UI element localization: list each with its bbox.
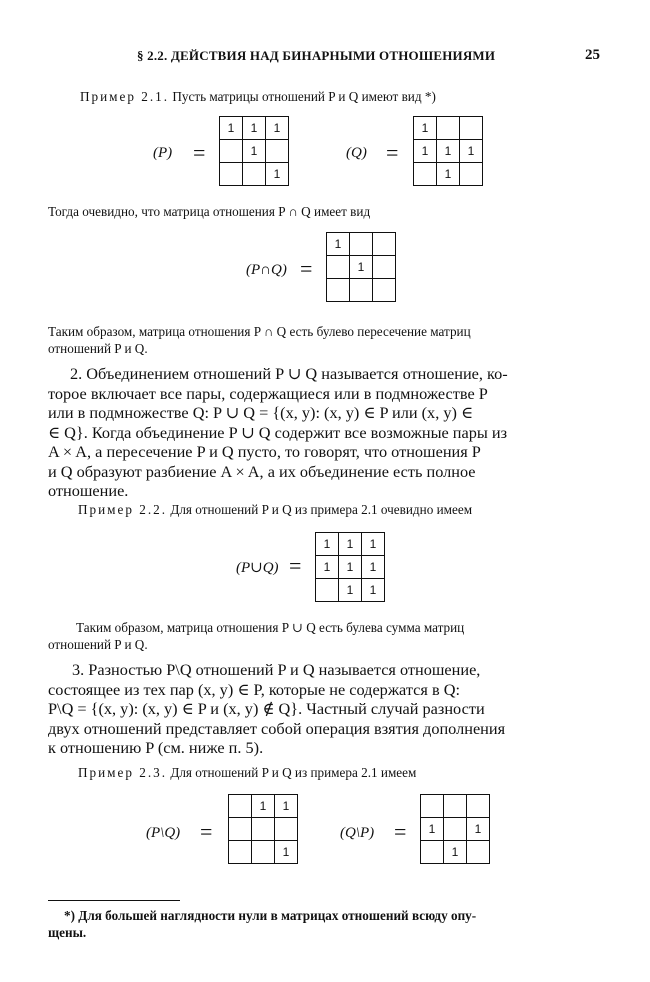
example-text: Для отношений P и Q из примера 2.1 имеем <box>167 765 417 780</box>
matrix-cell: 1 <box>339 533 362 556</box>
matrix-cell <box>327 256 350 279</box>
running-header <box>0 48 650 68</box>
text-line: Таким образом, матрица отношения P ∩ Q есть булево пересечение матриц <box>48 324 471 339</box>
example-heading: Пример 2.1. <box>80 89 170 104</box>
example-heading: Пример 2.3. <box>78 765 168 780</box>
matrix-cell <box>220 163 243 186</box>
matrix-label-p-and-q: (P∩Q) <box>246 262 287 278</box>
matrix-cell: 1 <box>460 140 483 163</box>
matrix-row <box>220 140 289 163</box>
example-2-1-conclusion <box>48 323 598 357</box>
example-text: Для отношений P и Q из примера 2.1 очевидно имеем <box>167 502 473 517</box>
matrix-cell <box>460 163 483 186</box>
matrix-cell <box>252 818 275 841</box>
matrix-cell: 1 <box>316 533 339 556</box>
matrix-cell: 1 <box>327 233 350 256</box>
matrix-row <box>316 533 385 556</box>
matrix-cell: 1 <box>252 795 275 818</box>
matrix-cell: 1 <box>362 533 385 556</box>
matrix-row <box>421 818 490 841</box>
matrix-cell: 1 <box>414 117 437 140</box>
matrix-cell <box>460 117 483 140</box>
text-line: A × A, а пересечение P и Q пусто, то говорят, что отношения P <box>48 442 481 461</box>
matrix-cell: 1 <box>220 117 243 140</box>
matrix-cell <box>467 795 490 818</box>
text-line: ∈ Q}. Когда объединение P ∪ Q содержит все возможные пары из <box>48 422 508 442</box>
text-line: 3. Разностью P\Q отношений P и Q называется отношение, <box>72 660 481 679</box>
section-title: § 2.2. ДЕЙСТВИЯ НАД БИНАРНЫМИ ОТНОШЕНИЯМИ <box>137 48 496 63</box>
matrix-cell <box>421 795 444 818</box>
footnote <box>48 907 598 941</box>
equals-sign: = <box>289 553 302 578</box>
matrix-row <box>316 556 385 579</box>
footnote-rule <box>48 900 180 901</box>
matrix-p-and-q <box>326 232 396 302</box>
matrix-cell <box>229 841 252 864</box>
text-line: торое включает все пары, содержащиеся или в подмножестве P <box>48 383 488 403</box>
matrix-cell <box>229 795 252 818</box>
matrix-label-q: (Q) <box>346 145 367 161</box>
equals-sign: = <box>394 819 407 844</box>
text-line: отношений P и Q. <box>48 341 148 356</box>
text-line: отношений P и Q. <box>48 637 148 652</box>
matrix-cell <box>243 163 266 186</box>
matrix-cell <box>266 140 289 163</box>
matrix-cell <box>350 233 373 256</box>
equals-sign: = <box>386 140 399 165</box>
matrix-q-minus-p <box>420 794 490 864</box>
matrix-row <box>414 163 483 186</box>
matrix-q <box>413 116 483 186</box>
matrix-row <box>229 795 298 818</box>
matrix-label-q-minus-p: (Q\P) <box>340 825 375 841</box>
matrix-row <box>421 841 490 864</box>
matrix-row <box>220 117 289 140</box>
matrix-cell <box>444 795 467 818</box>
text-line: и Q образуют разбиение A × A, а их объединение есть полное <box>48 461 476 481</box>
matrix-cell: 1 <box>266 117 289 140</box>
matrix-label-p-minus-q: (P\Q) <box>146 825 181 841</box>
matrix-cell <box>252 841 275 864</box>
text-line: отношение. <box>48 481 129 500</box>
text-line: P\Q = {(x, y): (x, y) ∈ P и (x, y) ∉ Q}. Частный случай разности <box>48 699 485 718</box>
matrix-cell <box>414 163 437 186</box>
matrix-row <box>421 795 490 818</box>
equals-sign: = <box>300 256 313 281</box>
matrix-cell <box>373 279 396 302</box>
equals-sign: = <box>200 819 213 844</box>
page-number: 25 <box>585 47 600 63</box>
matrix-cell: 1 <box>437 140 460 163</box>
matrix-cell <box>229 818 252 841</box>
matrix-cell: 1 <box>362 556 385 579</box>
text-line: 2. Объединением отношений P ∪ Q называется отношение, ко- <box>70 364 508 383</box>
matrix-cell <box>327 279 350 302</box>
matrix-cell <box>316 579 339 602</box>
text-line: Таким образом, матрица отношения P ∪ Q есть булева сумма матриц <box>76 620 465 635</box>
matrix-cell <box>373 256 396 279</box>
matrix-cell: 1 <box>414 140 437 163</box>
text-line: к отношению P (см. ниже п. 5). <box>48 738 264 757</box>
matrix-label-p: (P) <box>153 145 173 161</box>
then-text: Тогда очевидно, что матрица отношения P ∩ Q имеет вид <box>48 204 371 219</box>
matrix-row <box>220 163 289 186</box>
text-line: или в подмножестве Q: P ∪ Q = {(x, y): (x, y) ∈ P или (x, y) ∈ <box>48 403 474 422</box>
matrix-cell: 1 <box>275 795 298 818</box>
matrix-cell: 1 <box>316 556 339 579</box>
matrix-cell: 1 <box>339 579 362 602</box>
matrix-cell <box>437 117 460 140</box>
matrix-cell: 1 <box>275 841 298 864</box>
matrix-cell: 1 <box>350 256 373 279</box>
matrix-cell <box>373 233 396 256</box>
matrix-cell: 1 <box>243 140 266 163</box>
text-line: состоящее из тех пар (x, y) ∈ P, которые не содержатся в Q: <box>48 679 461 699</box>
example-heading: Пример 2.2. <box>78 502 168 517</box>
example-2-2-conclusion <box>48 619 600 653</box>
equals-sign: = <box>193 140 206 165</box>
example-text: Пусть матрицы отношений P и Q имеют вид *) <box>169 89 436 104</box>
matrix-cell <box>444 818 467 841</box>
matrix-cell: 1 <box>437 163 460 186</box>
matrix-row <box>327 279 396 302</box>
matrix-row <box>414 140 483 163</box>
example-2-3-intro <box>78 764 416 781</box>
matrix-cell: 1 <box>362 579 385 602</box>
matrix-row <box>414 117 483 140</box>
matrix-row <box>229 818 298 841</box>
matrix-row <box>327 256 396 279</box>
text-line: двух отношений представляет собой операция взятия дополнения <box>48 718 506 738</box>
item-3-difference <box>48 660 600 758</box>
example-2-1-intro <box>80 88 436 105</box>
matrix-p-or-q <box>315 532 385 602</box>
matrix-cell: 1 <box>243 117 266 140</box>
matrix-row <box>316 579 385 602</box>
matrix-cell: 1 <box>444 841 467 864</box>
matrix-row <box>229 841 298 864</box>
matrix-cell <box>350 279 373 302</box>
matrix-cell: 1 <box>467 818 490 841</box>
matrix-cell <box>275 818 298 841</box>
matrix-cell: 1 <box>339 556 362 579</box>
matrix-row <box>327 233 396 256</box>
matrix-cell: 1 <box>266 163 289 186</box>
text-line: щены. <box>48 925 87 940</box>
matrix-cell <box>220 140 243 163</box>
example-2-2-intro <box>78 501 472 518</box>
matrix-p-minus-q <box>228 794 298 864</box>
matrix-label-p-or-q: (P∪Q) <box>236 560 279 576</box>
item-2-union <box>48 364 600 501</box>
text-line: *) Для большей наглядности нули в матрицах отношений всюду опу- <box>64 908 477 923</box>
matrix-cell <box>421 841 444 864</box>
matrix-cell <box>467 841 490 864</box>
matrix-p <box>219 116 289 186</box>
matrix-cell: 1 <box>421 818 444 841</box>
